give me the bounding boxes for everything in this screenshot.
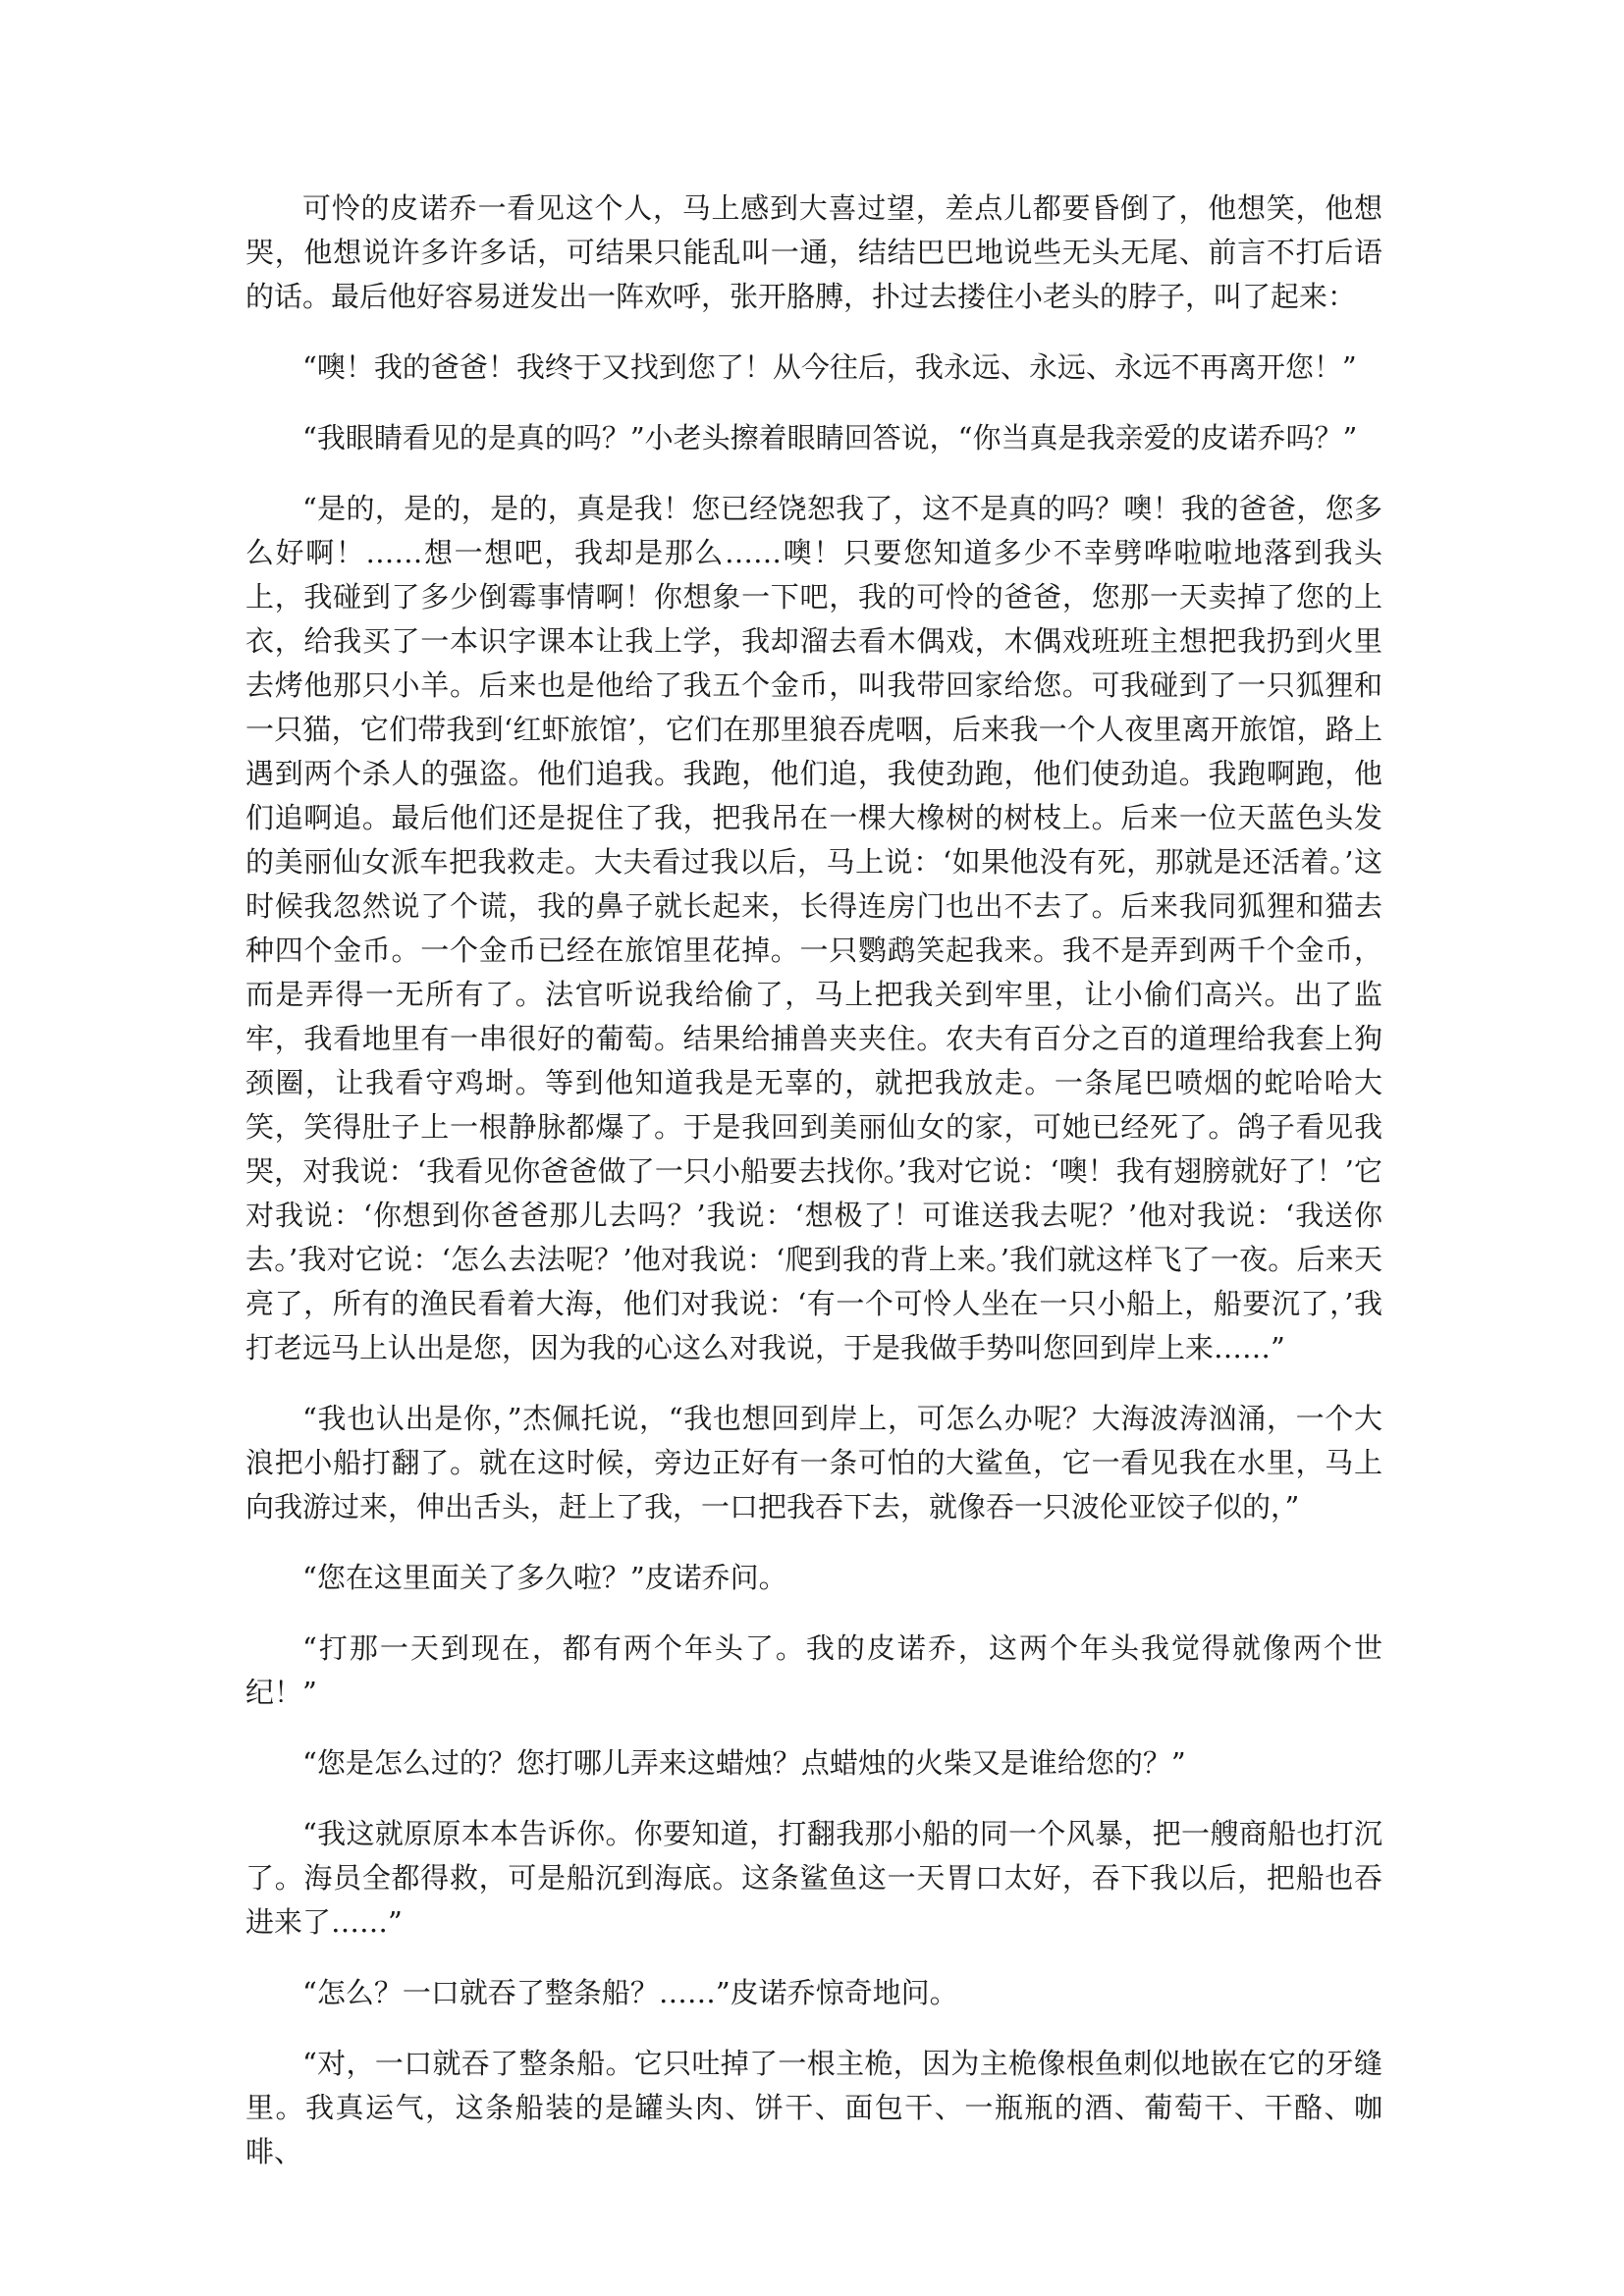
paragraph-11: “对，一口就吞了整条船。它只吐掉了一根主桅，因为主桅像根鱼刺似地嵌在它的牙缝里。我真运气，这条船装的是罐头肉、饼干、面包干、一瓶瓶的酒、葡萄干、干酪、咖啡、 [245,2047,1382,2168]
paragraph-3: “我眼睛看见的是真的吗？”小老头擦着眼睛回答说，“你当真是我亲爱的皮诺乔吗？” [302,421,1358,454]
document-body [245,187,1382,2201]
paragraph-10: “怎么？一口就吞了整条船？……”皮诺乔惊奇地问。 [302,1976,958,2009]
paragraph-6: “您在这里面关了多久啦？”皮诺乔问。 [302,1561,787,1594]
paragraph-5: “我也认出是你，”杰佩托说，“我也想回到岸上，可怎么办呢？大海波涛汹涌，一个大浪把小船打翻了。就在这时候，旁边正好有一条可怕的大鲨鱼，它一看见我在水里，马上向我游过来，伸出舌头，赶上了我，一口把我吞下去，就像吞一只波伦亚饺子似的，” [245,1402,1382,1523]
paragraph-8: “您是怎么过的？您打哪儿弄来这蜡烛？点蜡烛的火柴又是谁给您的？” [302,1746,1186,1780]
paragraph-9: “我这就原原本本告诉你。你要知道，打翻我那小船的同一个风暴，把一艘商船也打沉了。海员全都得救，可是船沉到海底。这条鲨鱼这一天胃口太好，吞下我以后，把船也吞进来了……” [245,1817,1382,1939]
paragraph-2: “噢！我的爸爸！我终于又找到您了！从今往后，我永远、永远、永远不再离开您！” [302,350,1357,384]
paragraph-7: “打那一天到现在，都有两个年头了。我的皮诺乔，这两个年头我觉得就像两个世纪！” [245,1631,1382,1709]
paragraph-4: “是的，是的，是的，真是我！您已经饶恕我了，这不是真的吗？噢！我的爸爸，您多么好啊！……想一想吧，我却是那么……噢！只要您知道多少不幸劈哗啦啦地落到我头上，我碰到了多少倒霉事情啊！你想象一下吧，我的可怜的爸爸，您那一天卖掉了您的上衣，给我买了一本识字课本让我上学，我却溜去看木偶戏，木偶戏班班主想把我扔到火里去烤他那只小羊。后来也是他给了我五个金币，叫我带回家给您。可我碰到了一只狐狸和一只猫，它们带我到‘红虾旅馆’，它们在那里狼吞虎咽，后来我一个人夜里离开旅馆，路上遇到两个杀人的强盗。他们追我。我跑，他们追，我使劲跑，他们使劲追。我跑啊跑，他们追啊追。最后他们还是捉住了我，把我吊在一棵大橡树的树枝上。后来一位天蓝色头发的美丽仙女派车把我救走。大夫看过我以后，马上说：‘如果他没有死，那就是还活着。’这时候我忽然说了个谎，我的鼻子就长起来，长得连房门也出不去了。后来我同狐狸和猫去种四个金币。一个金币已经在旅馆里花掉。一只鹦鹉笑起我来。我不是弄到两千个金币，而是弄得一无所有了。法官听说我给偷了，马上把我关到牢里，让小偷们高兴。出了监牢，我看地里有一串很好的葡萄。结果给捕兽夹夹住。农夫有百分之百的道理给我套上狗颈圈，让我看守鸡埘。等到他知道我是无辜的，就把我放走。一条尾巴喷烟的蛇哈哈大笑，笑得肚子上一根静脉都爆了。于是我回到美丽仙女的家，可她已经死了。鸽子看见我哭，对我说：‘我看见你爸爸做了一只小船要去找你。’我对它说：‘噢！我有翅膀就好了！’它对我说：‘你想到你爸爸那儿去吗？’我说：‘想极了！可谁送我去呢？’他对我说：‘我送你去。’我对它说：‘怎么去法呢？’他对我说：‘爬到我的背上来。’我们就这样飞了一夜。后来天亮了，所有的渔民看着大海，他们对我说：‘有一个可怜人坐在一只小船上，船要沉了，’我打老远马上认出是您，因为我的心这么对我说，于是我做手势叫您回到岸上来……” [245,492,1382,1364]
paragraph-1: 可怜的皮诺乔一看见这个人，马上感到大喜过望，差点儿都要昏倒了，他想笑，他想哭，他想说许多许多话，可结果只能乱叫一通，结结巴巴地说些无头无尾、前言不打后语的话。最后他好容易迸发出一阵欢呼，张开胳膊，扑过去搂住小老头的脖子，叫了起来： [245,191,1382,313]
